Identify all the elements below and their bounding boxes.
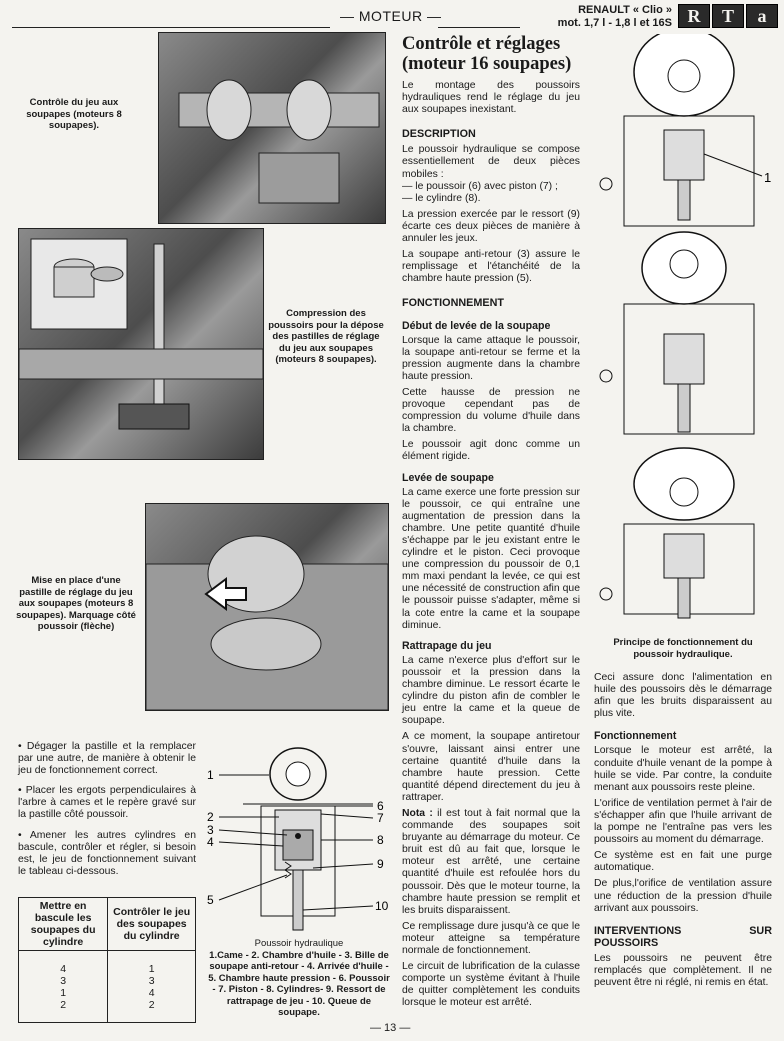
right-column	[594, 672, 772, 993]
vehicle-line-1: RENAULT « Clio »	[578, 4, 672, 16]
vehicle-info	[520, 4, 672, 30]
stage-1	[600, 34, 771, 226]
fonctionnement-subheading: Fonctionnement	[594, 730, 677, 743]
diagram-label-5: 5	[207, 893, 214, 907]
fonct-p4: De plus,l'orifice de ventilation assure une réduction de la pression d'huile arrivant aux poussoirs.	[594, 878, 772, 914]
camshaft-illustration	[159, 33, 385, 223]
section-header: — MOTEUR —	[340, 8, 442, 24]
cylinder-table	[18, 897, 196, 1023]
tool-illustration	[19, 229, 263, 459]
description-heading: DESCRIPTION	[402, 128, 476, 141]
photo-shim-placement	[145, 503, 389, 711]
table-cell: 2	[148, 999, 155, 1011]
table-cell: 3	[60, 975, 67, 987]
diagram-label-9: 9	[377, 857, 384, 871]
bullet-list	[18, 741, 196, 886]
figure-label-1: 1	[764, 170, 772, 185]
note-paragraph	[402, 808, 580, 917]
levee-p1: La came exerce une forte pression sur le poussoir, ce qui entraîne une augmentation de pression dans la chambre. Une petite quantité d'huile s'échappe par le jeu existant entre le cylindre et le piston. Ceci provoque une compression du poussoir de 0,1 mm maxi pendant la levée, ce qui est une nécessité de construction afin que le poussoir puisse s'adapter, même si la cote entre la came et la soupape diminue.	[402, 486, 580, 631]
stage-3	[600, 448, 754, 618]
table-col1	[19, 951, 108, 1023]
intro-text: Le montage des poussoirs hydrauliques rend le réglage du jeu aux soupapes inexistant.	[402, 80, 580, 116]
right-intro: Ceci assure donc l'alimentation en huile des poussoirs dès le démarrage afin que les bruits disparaissent au plus vite.	[594, 672, 772, 720]
diagram-label-10: 10	[375, 899, 389, 913]
table-cell: 4	[148, 987, 155, 999]
principle-svg	[594, 34, 776, 634]
page-number: — 13 —	[370, 1022, 411, 1034]
note-text: il est tout à fait normal que la commande des soupapes soit bruyante au démarrage du moteur. Ce bruit est dû au fait que, lorsque le moteur est arrêté, une certaine quantité d'huile est refoulée hors du poussoir. Dès que le moteur tourne, la chambre haute pression se remplit et les bruits disparaissent.	[402, 807, 581, 916]
shim-illustration	[146, 504, 388, 710]
middle-column	[402, 80, 580, 1013]
logo-letter-t: T	[712, 4, 744, 28]
rattrapage-heading: Rattrapage du jeu	[402, 639, 492, 652]
rta-logo	[678, 4, 778, 28]
photo2-caption: Compression des poussoirs pour la dépose des pastilles de réglage du jeu aux soupapes (moteurs 8 soupapes).	[268, 308, 384, 365]
interv-p1: Les poussoirs ne peuvent être remplacés que complètement. Il ne peuvent être ni réglé, ni remis en état.	[594, 952, 772, 989]
table-cell: 3	[148, 975, 155, 987]
diagram-label-3: 3	[207, 823, 214, 837]
remplissage-text: Ce remplissage dure jusqu'à ce que le moteur atteigne sa température normale de fonctionnement.	[402, 920, 580, 956]
logo-letter-a: a	[746, 4, 778, 28]
description-item1: — le poussoir (6) avec piston (7) ;	[402, 180, 558, 192]
fonct-p3: Ce système est en fait une purge automatique.	[594, 850, 772, 874]
table-cell: 2	[60, 999, 67, 1011]
debut-heading: Début de levée de la soupape	[402, 319, 551, 332]
description-p1: Le poussoir hydraulique se compose essentiellement de deux pièces mobiles :	[402, 144, 580, 180]
page-title: Contrôle et réglages (moteur 16 soupapes)	[402, 34, 572, 74]
bullet-2: • Placer les ergots perpendiculaires à l'arbre à cames et le repère gravé sur la pastille côté poussoir.	[18, 785, 196, 821]
rattrapage-p1: La came n'exerce plus d'effort sur le poussoir et la pression dans la chambre diminue. Le ressort écarte le cylindre du piston afin de combler le jeu entre la came et la queue de soupape.	[402, 654, 580, 727]
diagram-label-6: 6	[377, 799, 384, 813]
fonct-p2: L'orifice de ventilation permet à l'air de s'échapper afin que l'huile arrivant de la pompe ne l'entraîne pas vers les poussoirs au moment du démarrage.	[594, 797, 772, 846]
table-cell: 1	[148, 963, 155, 975]
table-header-2: Contrôler le jeu des soupapes du cylindre	[108, 898, 196, 951]
logo-letter-r: R	[678, 4, 710, 28]
fonctionnement-heading: FONCTIONNEMENT	[402, 297, 504, 310]
rattrapage-p2: A ce moment, la soupape antiretour s'ouvre, laissant ainsi entrer une certaine quantité d'huile dans la chambre haute pression. Cette quantité dépend directement du jeu à rattraper.	[402, 731, 580, 803]
diagram-caption: Poussoir hydraulique	[254, 938, 344, 949]
vehicle-line-2: mot. 1,7 l - 1,8 l et 16S	[557, 17, 672, 29]
levee-heading: Levée de soupape	[402, 471, 494, 484]
header-rule-left	[12, 27, 330, 28]
photo1-caption: Contrôle du jeu aux soupapes (moteurs 8 soupapes).	[26, 97, 122, 131]
diagram-caption-block	[206, 938, 392, 1019]
table-cell: 1	[60, 987, 67, 999]
photo-compression-tool	[18, 228, 264, 460]
table-cell: 4	[60, 963, 67, 975]
debut-p2: Cette hausse de pression ne provoque cependant pas de compression du volume d'huile dans la chambre.	[402, 386, 580, 435]
diagram-label-7: 7	[377, 811, 384, 825]
figure-caption: Principe de fonctionnement du poussoir hydraulique.	[613, 637, 753, 660]
interventions-heading: INTERVENTIONS SUR POUSSOIRS	[594, 924, 772, 949]
fonct-p1: Lorsque le moteur est arrêté, la conduite d'huile venant de la pompe à huile se vide. Par contre, la conduite menant aux poussoirs reste pleine.	[594, 745, 772, 793]
diagram-label-8: 8	[377, 833, 384, 847]
debut-p3: Le poussoir agit donc comme un élément rigide.	[402, 439, 580, 463]
principle-figure	[594, 34, 776, 634]
hydraulic-tappet-diagram	[203, 740, 393, 938]
description-item2: — le cylindre (8).	[402, 192, 481, 204]
description-p3: La soupape anti-retour (3) assure le remplissage et l'étanchéité de la chambre haute pression (5).	[402, 249, 580, 285]
diagram-label-1: 1	[207, 768, 214, 782]
header-rule-mid	[438, 27, 520, 28]
circuit-text: Le circuit de lubrification de la culasse comporte un système évitant à l'huile de quitter complètement les conduits lorsque le moteur est arrêté.	[402, 961, 580, 1009]
photo3-caption: Mise en place d'une pastille de réglage du jeu aux soupapes (moteurs 8 soupapes). Marquage côté poussoir (flèche)	[16, 575, 136, 632]
bullet-3: • Amener les autres cylindres en bascule, contrôler et régler, si besoin est, le jeu de fonctionnement suivant le tableau ci-dessous.	[18, 829, 196, 877]
note-label: Nota :	[402, 807, 433, 819]
bullet-1: • Dégager la pastille et la remplacer par une autre, de manière à obtenir le jeu de fonctionnement correct.	[18, 741, 196, 777]
stage-2	[600, 232, 754, 434]
diagram-legend: 1.Came - 2. Chambre d'huile - 3. Bille de soupape anti-retour - 4. Arrivée d'huile - 5. Chambre haute pression - 6. Poussoir - 7. Piston - 8. Cylindres- 9. Ressort de rattrapage de jeu - 10. Queue de soupape.	[208, 949, 390, 1018]
tappet-svg	[203, 740, 393, 938]
photo-valve-clearance	[158, 32, 386, 224]
table-header-1: Mettre en bascule les soupapes du cylindre	[19, 898, 108, 951]
description-p2: La pression exercée par le ressort (9) écarte ces deux pièces de manière à annuler les jeux.	[402, 208, 580, 245]
debut-p1: Lorsque la came attaque le poussoir, la soupape anti-retour se ferme et la pression augmente dans la chambre haute pression.	[402, 334, 580, 382]
diagram-label-2: 2	[207, 810, 214, 824]
diagram-label-4: 4	[207, 835, 214, 849]
table-col2	[108, 951, 196, 1023]
